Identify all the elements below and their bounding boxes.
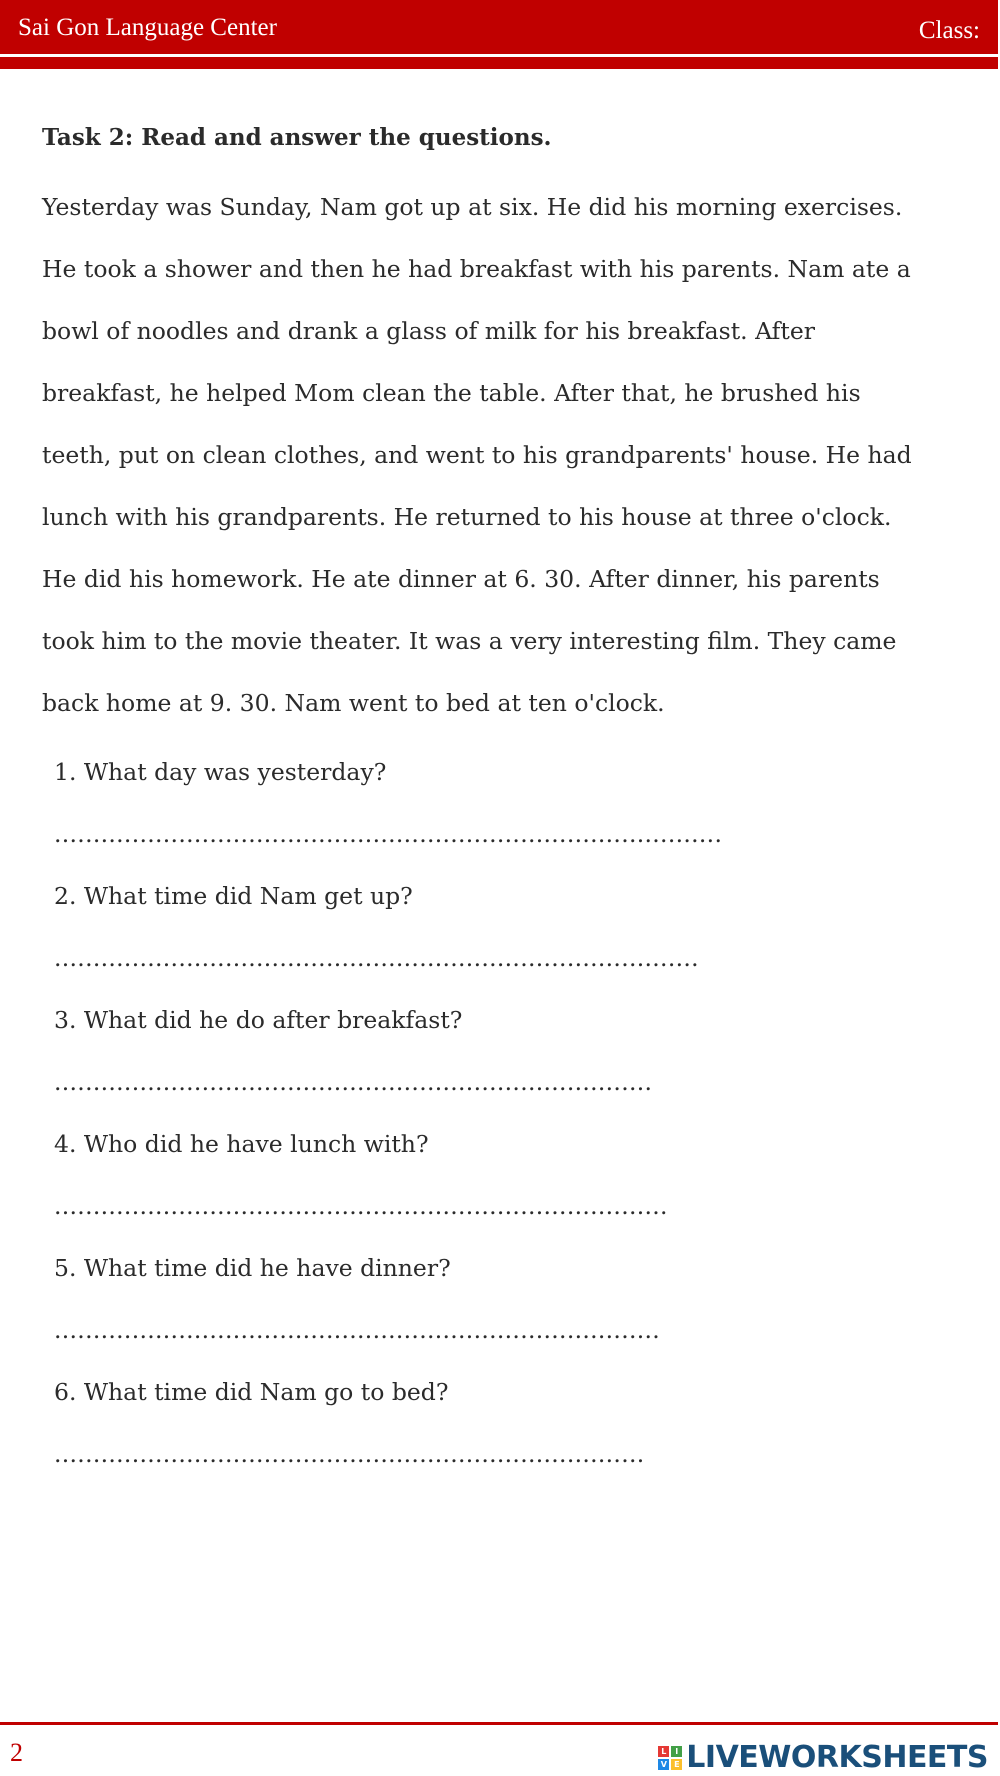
answer-field[interactable]: .............................................................................. <box>54 1316 661 1344</box>
question-item <box>54 1375 954 1499</box>
passage-line: bowl of noodles and drank a glass of milk for his breakfast. After <box>42 317 815 345</box>
passage-line: lunch with his grandparents. He returned to his house at three o'clock. <box>42 503 892 531</box>
answer-field[interactable]: ............................................................................. <box>54 1068 653 1096</box>
header-title: Sai Gon Language Center <box>18 14 277 41</box>
passage-line: He did his homework. He ate dinner at 6. 30. After dinner, his parents <box>42 565 880 593</box>
question-item <box>54 755 954 879</box>
logo-cell: I <box>671 1746 682 1757</box>
question-item <box>54 1127 954 1251</box>
question-text: 1. What day was yesterday? <box>54 758 387 786</box>
header-underline <box>0 57 998 69</box>
liveworksheets-logo-icon <box>658 1746 682 1770</box>
liveworksheets-brand[interactable] <box>658 1740 988 1775</box>
question-text: 6. What time did Nam go to bed? <box>54 1378 449 1406</box>
brand-name: LIVEWORKSHEETS <box>686 1740 988 1775</box>
answer-field[interactable]: ............................................................................ <box>54 1440 645 1468</box>
passage-line: back home at 9. 30. Nam went to bed at ten o'clock. <box>42 689 665 717</box>
question-text: 2. What time did Nam get up? <box>54 882 413 910</box>
answer-field[interactable]: ...................................................................................... <box>54 820 723 848</box>
logo-cell: V <box>658 1759 669 1770</box>
passage-line: teeth, put on clean clothes, and went to his grandparents' house. He had <box>42 441 912 469</box>
class-label: Class: <box>918 17 980 44</box>
logo-cell: E <box>671 1759 682 1770</box>
passage-line: Yesterday was Sunday, Nam got up at six. He did his morning exercises. <box>42 193 903 221</box>
page-number: 2 <box>10 1738 23 1767</box>
task-heading: Task 2: Read and answer the questions. <box>42 124 552 151</box>
question-text: 4. Who did he have lunch with? <box>54 1130 429 1158</box>
question-text: 3. What did he do after breakfast? <box>54 1006 463 1034</box>
reading-passage <box>42 176 972 734</box>
passage-line: He took a shower and then he had breakfast with his parents. Nam ate a <box>42 255 911 283</box>
question-item <box>54 1251 954 1375</box>
footer-divider <box>0 1722 998 1725</box>
question-item <box>54 879 954 1003</box>
passage-line: took him to the movie theater. It was a very interesting film. They came <box>42 627 897 655</box>
question-item <box>54 1003 954 1127</box>
answer-field[interactable]: ................................................................................... <box>54 944 699 972</box>
question-list <box>54 755 954 1499</box>
answer-field[interactable]: ............................................................................... <box>54 1192 668 1220</box>
question-text: 5. What time did he have dinner? <box>54 1254 451 1282</box>
logo-cell: L <box>658 1746 669 1757</box>
passage-line: breakfast, he helped Mom clean the table. After that, he brushed his <box>42 379 861 407</box>
